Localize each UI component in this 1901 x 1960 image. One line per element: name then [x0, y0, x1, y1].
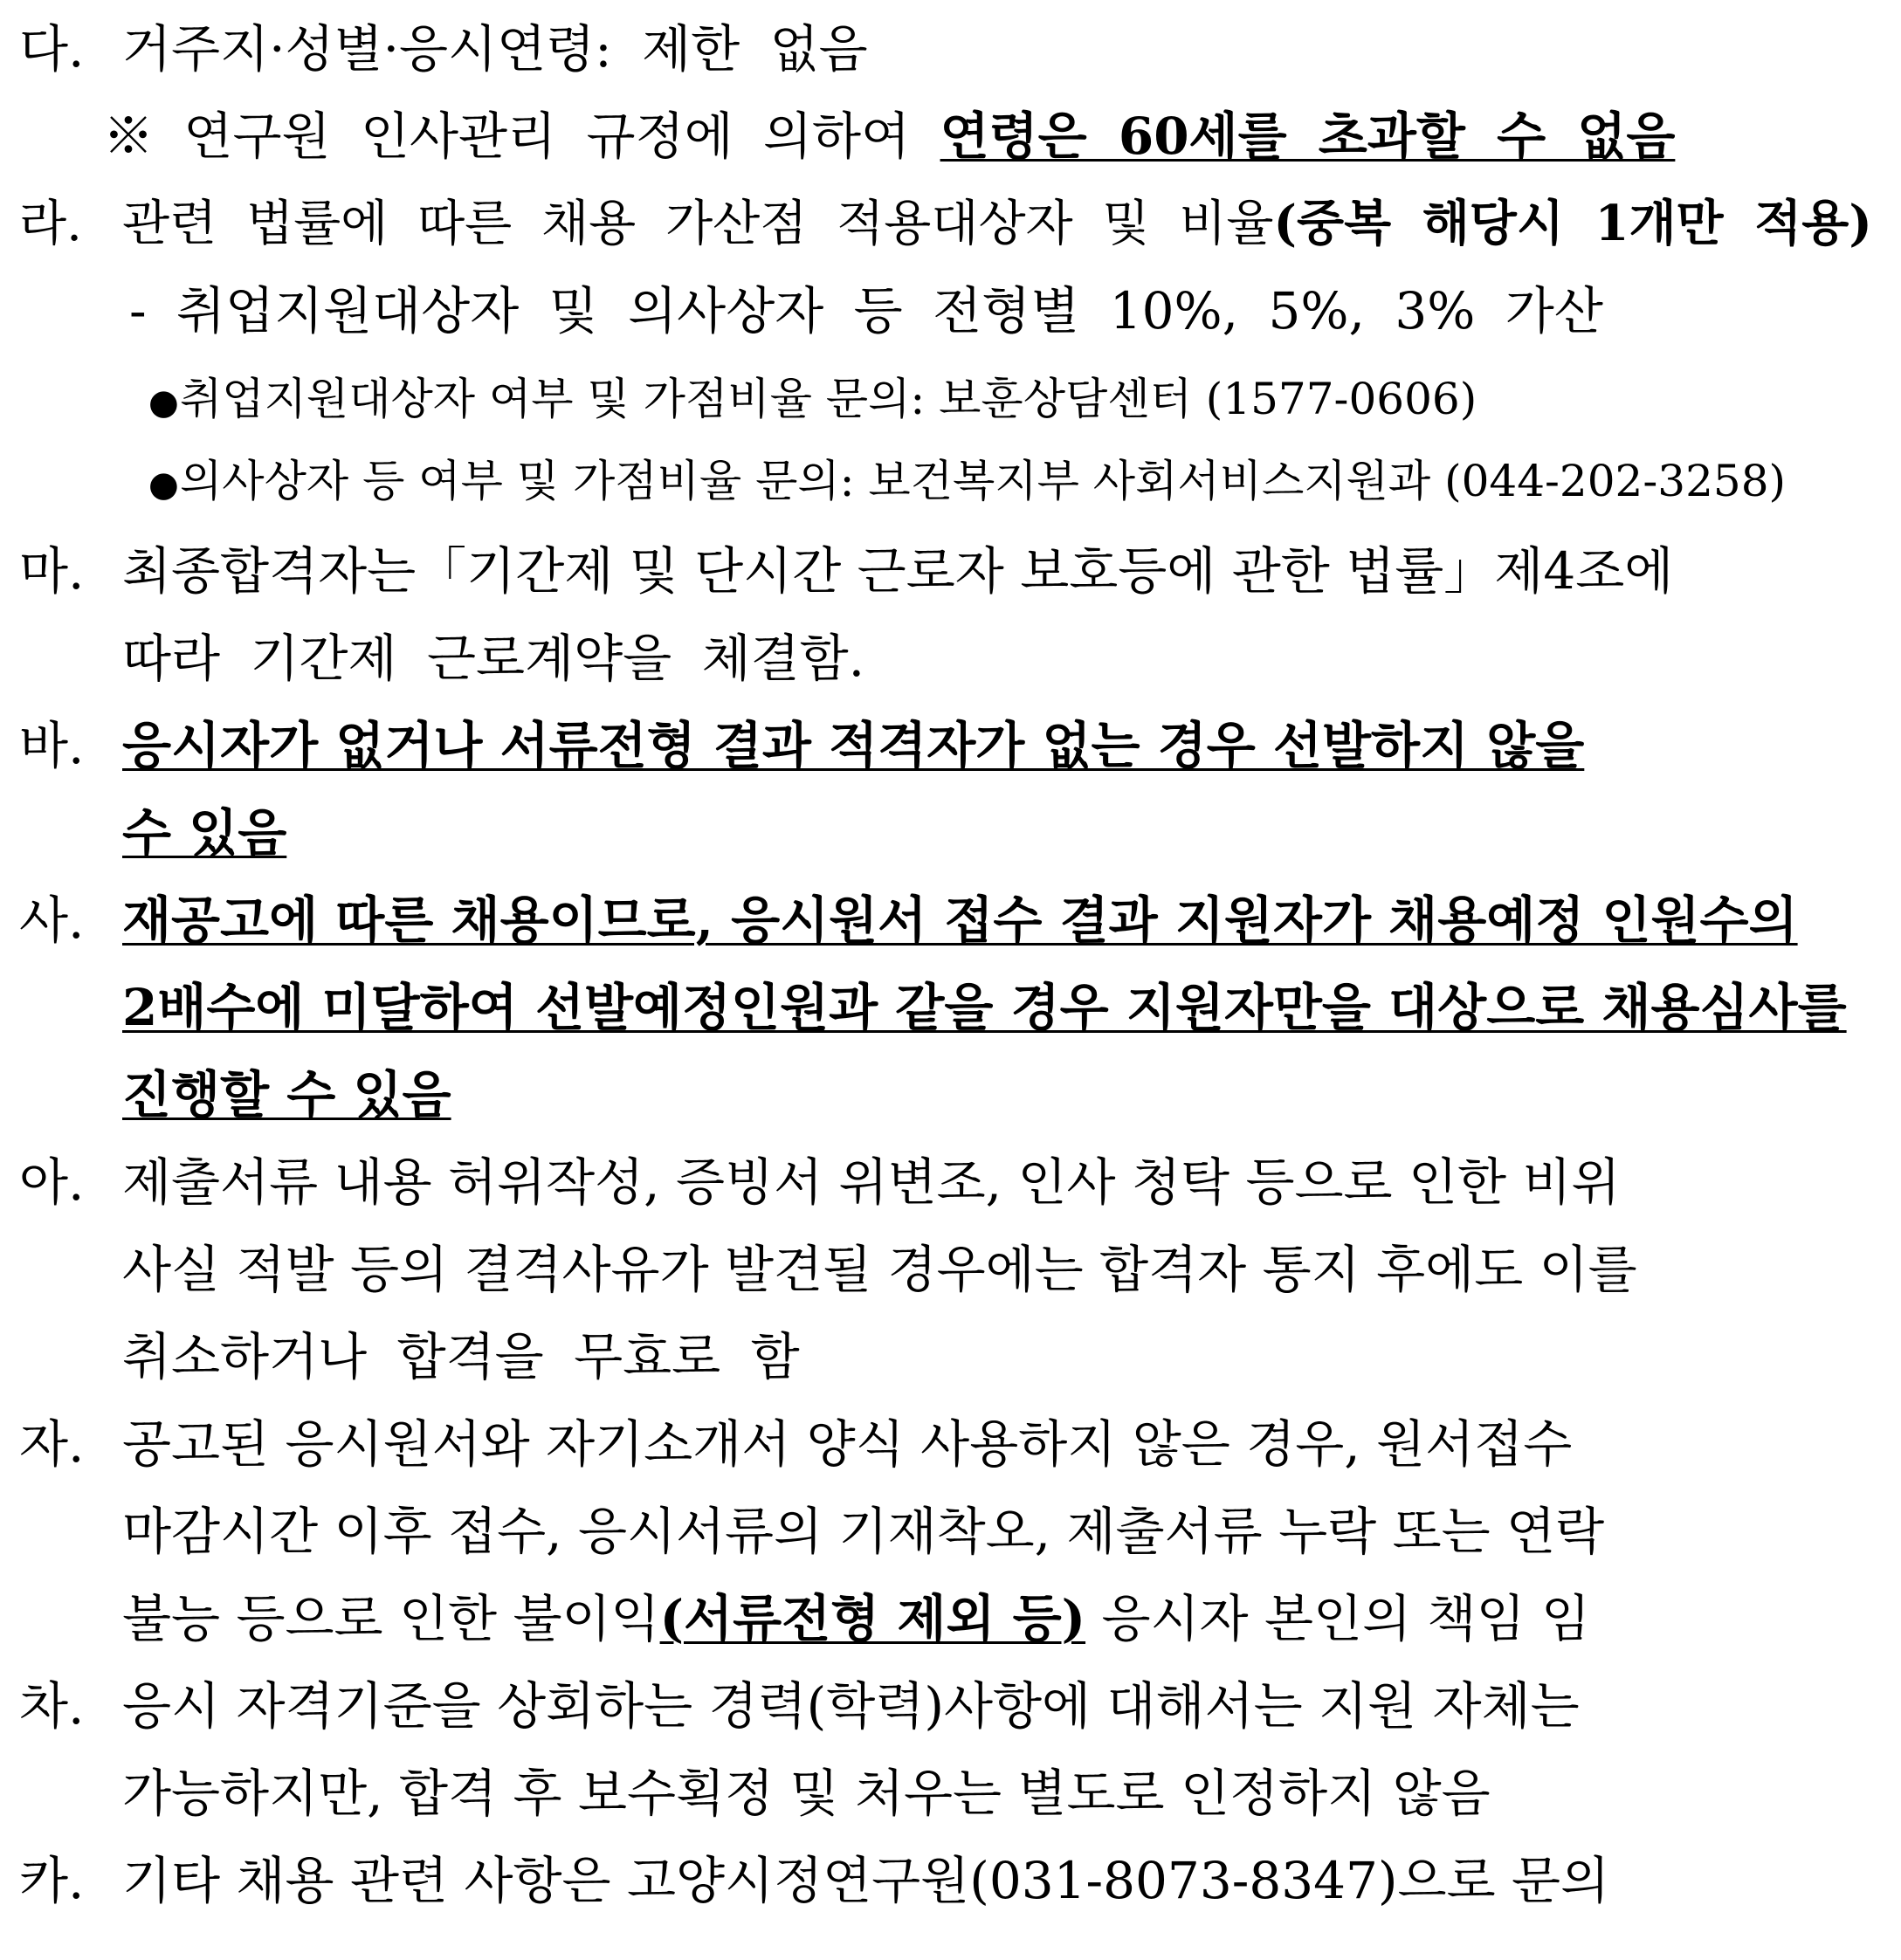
- item-text: 관련 법률에 따른 채용 가산점 적용대상자 및 비율: [122, 196, 1274, 252]
- item-text: 사실 적발 등의 결격사유가 발견될 경우에는 합격자 통지 후에도 이를: [122, 1240, 1637, 1299]
- item-text: 제출서류 내용 허위작성, 증빙서 위변조, 인사 청탁 등으로 인한 비위: [122, 1152, 1621, 1212]
- item-marker: 사.: [19, 891, 85, 950]
- item-da: [19, 14, 868, 84]
- note-prefix: ※ 연구원 인사관리 규정에 의하여: [103, 107, 940, 166]
- note-emphasis: 연령은 60세를 초과할 수 없음: [940, 107, 1676, 166]
- item-da-note: [103, 101, 1675, 171]
- item-marker: 바.: [19, 716, 85, 775]
- item-cha-cont: [122, 1758, 1491, 1828]
- item-emphasis: 2배수에 미달하여 선발예정인원과 같을 경우 지원자만을 대상으로 채용심사를: [122, 978, 1847, 1037]
- item-a-cont: [122, 1322, 800, 1392]
- item-a: [19, 1147, 1621, 1217]
- bullet-text: 의사상자 등 여부 및 가점비율 문의: 보건복지부 사회서비스지원과 (044-202-3258): [180, 456, 1787, 506]
- item-a-cont: [122, 1234, 1637, 1304]
- item-marker: 라.: [19, 196, 82, 252]
- item-marker: 차.: [19, 1676, 85, 1736]
- item-emphasis: 응시자가 없거나 서류전형 결과 적격자가 없는 경우 선발하지 않을: [122, 716, 1585, 775]
- bullet-dot-icon: ●: [148, 382, 179, 423]
- item-marker: 자.: [19, 1414, 85, 1474]
- item-ra: [19, 189, 1872, 258]
- item-ja-cont: [122, 1584, 1590, 1654]
- item-text: 가능하지만, 합격 후 보수획정 및 처우는 별도로 인정하지 않음: [122, 1764, 1491, 1823]
- sub-text: - 취업지원대상자 및 의사상자 등 전형별 10%, 5%, 3% 가산: [129, 281, 1603, 340]
- item-emphasis: (중복 해당시 1개만 적용): [1273, 195, 1872, 252]
- bullet-item: [148, 368, 1477, 430]
- item-sa-cont: [122, 973, 1847, 1042]
- item-ma-cont: [122, 623, 864, 693]
- item-text: 응시 자격기준을 상회하는 경력(학력)사항에 대해서는 지원 자체는: [122, 1676, 1580, 1736]
- item-text: 불능 등으로 인한 불이익: [122, 1589, 660, 1648]
- bullet-text: 취업지원대상자 여부 및 가점비율 문의: 보훈상담센터 (1577-0606): [180, 374, 1477, 424]
- item-text: 공고된 응시원서와 자기소개서 양식 사용하지 않은 경우, 원서접수: [122, 1414, 1573, 1474]
- item-text: 응시자 본인의 책임 임: [1085, 1589, 1591, 1648]
- item-ka: [19, 1846, 1609, 1915]
- item-text: 취소하거나 합격을 무효로 함: [122, 1327, 800, 1386]
- item-ra-sub: [129, 276, 1603, 346]
- item-ba-cont: [122, 798, 286, 868]
- item-emphasis: (서류전형 제외 등): [659, 1589, 1086, 1648]
- item-marker: 다.: [19, 19, 85, 79]
- bullet-dot-icon: ●: [148, 464, 179, 505]
- bullet-item: [148, 450, 1786, 512]
- item-ja: [19, 1409, 1572, 1479]
- item-text: 기타 채용 관련 사항은 고양시정연구원(031-8073-8347)으로 문의: [122, 1851, 1610, 1910]
- item-emphasis: 수 있음: [122, 803, 287, 863]
- item-ja-cont: [122, 1496, 1604, 1566]
- item-text: 따라 기간제 근로계약을 체결함.: [122, 629, 865, 688]
- item-marker: 마.: [19, 541, 85, 601]
- item-marker: 아.: [19, 1152, 85, 1212]
- item-ba: [19, 711, 1584, 781]
- item-text: 마감시간 이후 접수, 응시서류의 기재착오, 제출서류 누락 또는 연락: [122, 1502, 1605, 1561]
- item-cha: [19, 1671, 1580, 1741]
- item-emphasis: 진행할 수 있음: [122, 1065, 451, 1124]
- item-ma: [19, 536, 1673, 606]
- item-text: 최종합격자는「기간제 및 단시간 근로자 보호등에 관한 법률」제4조에: [122, 541, 1674, 601]
- item-sa-cont: [122, 1060, 451, 1130]
- item-marker: 카.: [19, 1851, 85, 1910]
- item-sa: [19, 885, 1798, 955]
- item-emphasis: 재공고에 따른 채용이므로, 응시원서 접수 결과 지원자가 채용예정 인원수의: [122, 891, 1798, 950]
- item-text: 거주지·성별·응시연령: 제한 없음: [122, 19, 868, 79]
